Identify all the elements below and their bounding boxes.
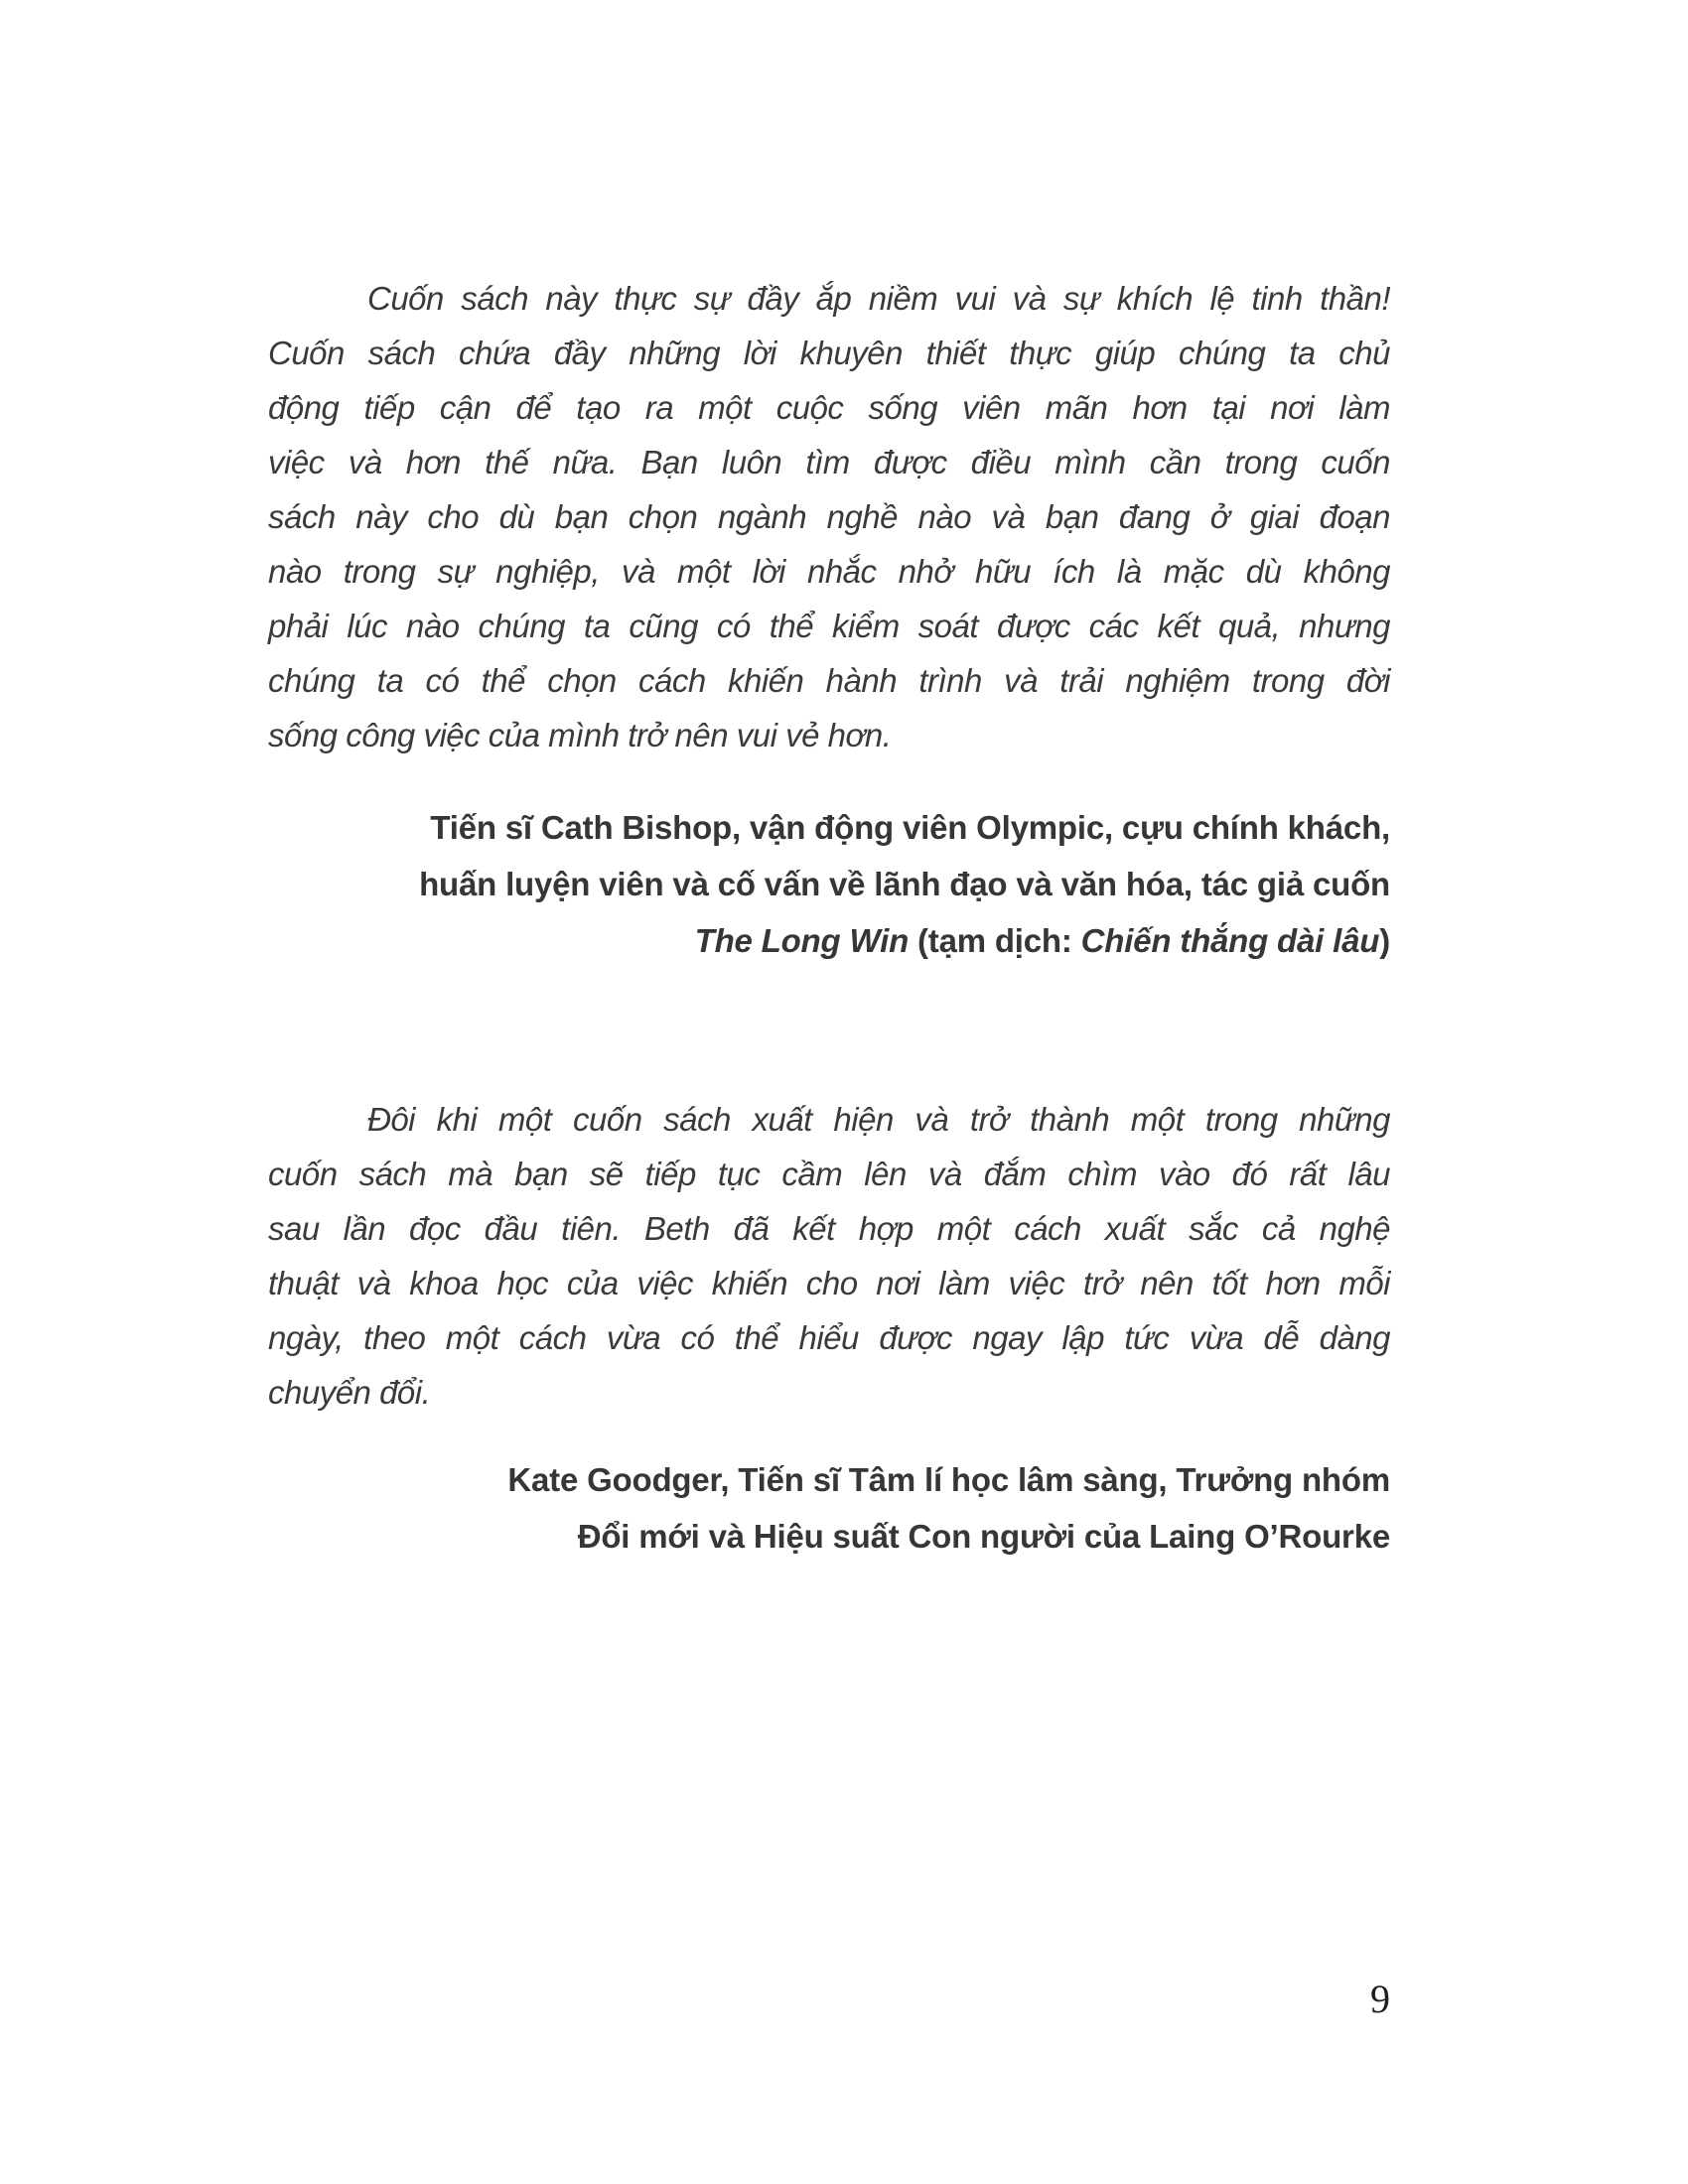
quote-line: Cuốn sách chứa đầy những lời khuyên thiết thực giúp chúng ta chủ	[268, 335, 1390, 371]
quote-line: sách này cho dù bạn chọn ngành nghề nào và bạn đang ở giai đoạn	[268, 498, 1390, 535]
attribution-line: huấn luyện viên và cố vấn về lãnh đạo và văn hóa, tác giả cuốn	[419, 866, 1390, 902]
quote-line: sống công việc của mình trở nên vui vẻ hơn.	[268, 717, 892, 753]
quote-line: chuyển đổi.	[268, 1374, 431, 1411]
endorsement-attribution-2	[268, 1451, 1390, 1565]
quote-line: nào trong sự nghiệp, và một lời nhắc nhở hữu ích là mặc dù không	[268, 553, 1390, 590]
endorsement-quote-2	[268, 1092, 1390, 1420]
endorsement-attribution-1	[268, 799, 1390, 969]
book-title: The Long Win	[694, 922, 910, 959]
quote-line: động tiếp cận để tạo ra một cuộc sống viên mãn hơn tại nơi làm	[268, 389, 1390, 426]
quote-line: sau lần đọc đầu tiên. Beth đã kết hợp một cách xuất sắc cả nghệ	[268, 1210, 1390, 1247]
quote-line: Cuốn sách này thực sự đầy ắp niềm vui và sự khích lệ tinh thần!	[367, 280, 1390, 317]
page-number: 9	[1370, 1977, 1390, 2021]
quote-line: Đôi khi một cuốn sách xuất hiện và trở thành một trong những	[367, 1101, 1390, 1138]
quote-line: cuốn sách mà bạn sẽ tiếp tục cầm lên và đắm chìm vào đó rất lâu	[268, 1156, 1390, 1192]
attribution-line	[268, 912, 1390, 969]
attribution-text: (tạm dịch:	[909, 922, 1081, 959]
attribution-text: )	[1379, 922, 1390, 959]
book-title-translation: Chiến thắng dài lâu	[1080, 922, 1380, 959]
quote-line: chúng ta có thể chọn cách khiến hành trình và trải nghiệm trong đời	[268, 662, 1390, 699]
quote-line: thuật và khoa học của việc khiến cho nơi làm việc trở nên tốt hơn mỗi	[268, 1265, 1390, 1301]
endorsement-quote-1	[268, 271, 1390, 762]
quote-line: phải lúc nào chúng ta cũng có thể kiểm soát được các kết quả, nhưng	[268, 608, 1390, 644]
attribution-line: Kate Goodger, Tiến sĩ Tâm lí học lâm sàng, Trưởng nhóm	[507, 1461, 1390, 1498]
quote-line: việc và hơn thế nữa. Bạn luôn tìm được điều mình cần trong cuốn	[268, 444, 1390, 480]
attribution-line: Đổi mới và Hiệu suất Con người của Laing O’Rourke	[577, 1518, 1390, 1555]
attribution-line: Tiến sĩ Cath Bishop, vận động viên Olympic, cựu chính khách,	[430, 809, 1390, 846]
quote-line: ngày, theo một cách vừa có thể hiểu được ngay lập tức vừa dễ dàng	[268, 1319, 1390, 1356]
